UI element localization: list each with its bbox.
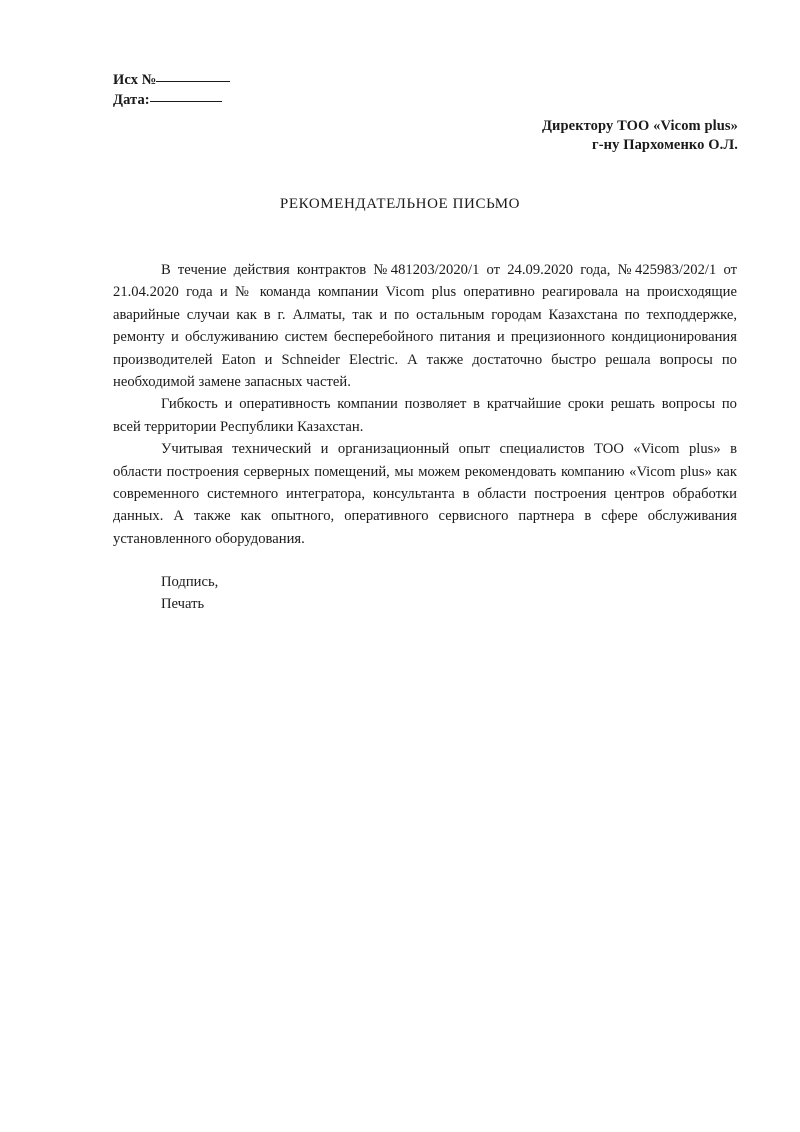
- recipient-block: [542, 117, 738, 155]
- document-title: РЕКОМЕНДАТЕЛЬНОЕ ПИСЬМО: [279, 196, 521, 212]
- letterhead-block: [113, 70, 230, 110]
- recipient-organization: Директору ТОО «Vicom plus»: [541, 118, 738, 134]
- outgoing-number-row: [113, 70, 230, 90]
- recipient-person: г-ну Пархоменко О.Л.: [592, 137, 738, 153]
- date-label: Дата:: [113, 92, 150, 108]
- body-paragraph-3: Учитывая технический и организационный опыт специалистов ТОО «Vicom plus» в области построения серверных помещений, мы можем рекомендовать компанию «Vicom plus» как современного системного интегратора, консультанта в области построения центров обработки данных. А также как опытного, оперативного сервисного партнера в сфере обслуживания установленного оборудования.: [113, 441, 737, 547]
- document-body: [113, 259, 737, 550]
- outgoing-number-label: Исх №: [113, 72, 157, 88]
- date-row: [113, 90, 230, 110]
- body-paragraph-1: В течение действия контрактов №481203/2020/1 от 24.09.2020 года, №425983/202/1 от 21.04.2020 года и № команда компании Vicom plus оперативно реагировала на происходящие аварийные случаи как в г. Алматы, так и по остальным городам Казахстана по техподдержке, ремонту и обслуживанию систем бесперебойного питания и прецизионного кондиционирования производителей Eaton и Schneider Electric. А также достаточно быстро решала вопросы по необходимой замене запасных частей.: [113, 262, 737, 391]
- stamp-line: Печать: [161, 596, 205, 613]
- signature-line: Подпись,: [161, 574, 219, 590]
- signature-block: [161, 571, 218, 616]
- outgoing-number-blank-field[interactable]: [156, 81, 230, 82]
- body-paragraph-2: Гибкость и оперативность компании позволяет в кратчайшие сроки решать вопросы по всей территории Республики Казахстан.: [113, 396, 737, 435]
- date-blank-field[interactable]: [150, 101, 222, 102]
